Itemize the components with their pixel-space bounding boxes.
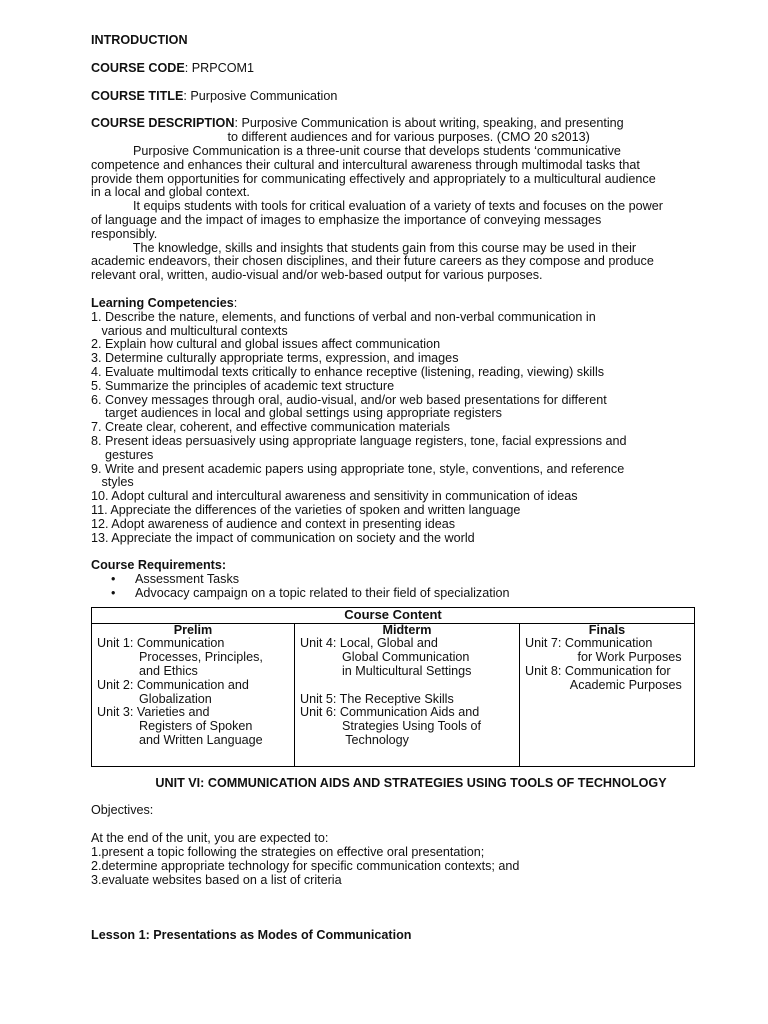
column-body: Unit 4: Local, Global and Global Communication in Multicultural Settings Unit 5: The Receptive Skills Unit 6: Communication Aids and Strategies Using Tools of Technology [300, 636, 482, 748]
description-paragraph: Purposive Communication is a three-unit course that develops students ‘communicative competence and enhances their cultural and intercultural awareness through multimodal tasks that provide them opportunities for communicating effectively and appropriately to a multicultural audience in a local and global context. [91, 143, 656, 200]
lesson-title: Lesson 1: Presentations as Modes of Communication [91, 928, 412, 943]
column-header: Midterm [382, 622, 432, 637]
objective-item: 1.present a topic following the strategies on effective oral presentation; [91, 845, 485, 860]
column-header: Finals [588, 622, 626, 637]
competency-item: 2. Explain how cultural and global issues affect communication [91, 337, 441, 352]
bullet-icon: • [111, 572, 116, 587]
document-page [91, 34, 731, 943]
learning-competencies-label: Learning Competencies [91, 295, 234, 310]
requirement-item: • Advocacy campaign on a topic related to their field of specialization [111, 585, 510, 600]
course-code-value: : PRPCOM1 [184, 60, 255, 75]
course-title-value: : Purposive Communication [183, 88, 338, 103]
column-header: Prelim [173, 622, 213, 637]
competency-item: 3. Determine culturally appropriate terms, expression, and images [91, 351, 459, 366]
course-code-label: COURSE CODE [91, 60, 185, 75]
course-code-line [91, 62, 731, 76]
bullet-icon: • [111, 585, 116, 600]
column-body: Unit 7: Communication for Work Purposes Unit 8: Communication for Academic Purposes [525, 636, 682, 692]
course-content-table [91, 607, 695, 767]
course-description-value: : Purposive Communication is about writing, speaking, and presenting to different audiences and for various purposes. (CMO 20 s2013) [227, 116, 624, 145]
objective-item: 2.determine appropriate technology for specific communication contexts; and [91, 858, 520, 873]
course-content-caption: Course Content [92, 607, 695, 623]
objectives-intro: At the end of the unit, you are expected to: [91, 831, 329, 846]
description-paragraph: The knowledge, skills and insights that students gain from this course may be used in their academic endeavors, their chosen disciplines, and their future careers as they compose and produce relevant oral, written, audio-visual and/or web-based output for various purposes. [91, 240, 654, 283]
description-paragraph: It equips students with tools for critical evaluation of a variety of texts and focuses on the power of language and the impact of images to emphasize the importance of conveying messages responsibly. [91, 199, 663, 241]
competency-item: 11. Appreciate the differences of the varieties of spoken and written language [91, 502, 521, 517]
course-requirements-heading: Course Requirements: [91, 558, 227, 573]
midterm-column [295, 623, 520, 766]
course-title-line [91, 90, 731, 104]
learning-competencies-heading: Learning Competencies: [91, 295, 238, 310]
finals-column [520, 623, 695, 766]
competency-item: 13. Appreciate the impact of communication on society and the world [91, 530, 475, 545]
competency-item: 5. Summarize the principles of academic text structure [91, 378, 395, 393]
competency-item: 4. Evaluate multimodal texts critically to enhance receptive (listening, reading, viewing) skills [91, 364, 605, 379]
competency-item: 6. Convey messages through oral, audio-visual, and/or web based presentations for different target audiences in local and global settings using appropriate registers [91, 392, 607, 421]
prelim-column [92, 623, 295, 766]
intro-heading: INTRODUCTION [91, 33, 188, 47]
competency-item: 8. Present ideas persuasively using appropriate language registers, tone, facial expressions and gestures [91, 433, 627, 462]
competency-item: 1. Describe the nature, elements, and functions of verbal and non-verbal communication in various and multicultural contexts [91, 309, 596, 338]
course-title-label: COURSE TITLE [91, 88, 184, 103]
competency-item: 12. Adopt awareness of audience and context in presenting ideas [91, 516, 456, 531]
competency-item: 7. Create clear, coherent, and effective communication materials [91, 420, 450, 435]
requirement-item: • Assessment Tasks [111, 572, 240, 587]
column-body: Unit 1: Communication Processes, Principles, and Ethics Unit 2: Communication and Globalization Unit 3: Varieties and Registers of Spoken and Written Language [97, 636, 263, 748]
competency-item: 10. Adopt cultural and intercultural awareness and sensitivity in communication of ideas [91, 489, 578, 504]
objectives-label: Objectives: [91, 803, 154, 818]
course-description-label: COURSE DESCRIPTION [91, 116, 235, 131]
course-description-line [91, 117, 731, 145]
unit-title: UNIT VI: COMMUNICATION AIDS AND STRATEGIES USING TOOLS OF TECHNOLOGY [155, 775, 667, 790]
objective-item: 3.evaluate websites based on a list of criteria [91, 872, 342, 887]
competency-item: 9. Write and present academic papers using appropriate tone, style, conventions, and reference styles [91, 461, 625, 490]
